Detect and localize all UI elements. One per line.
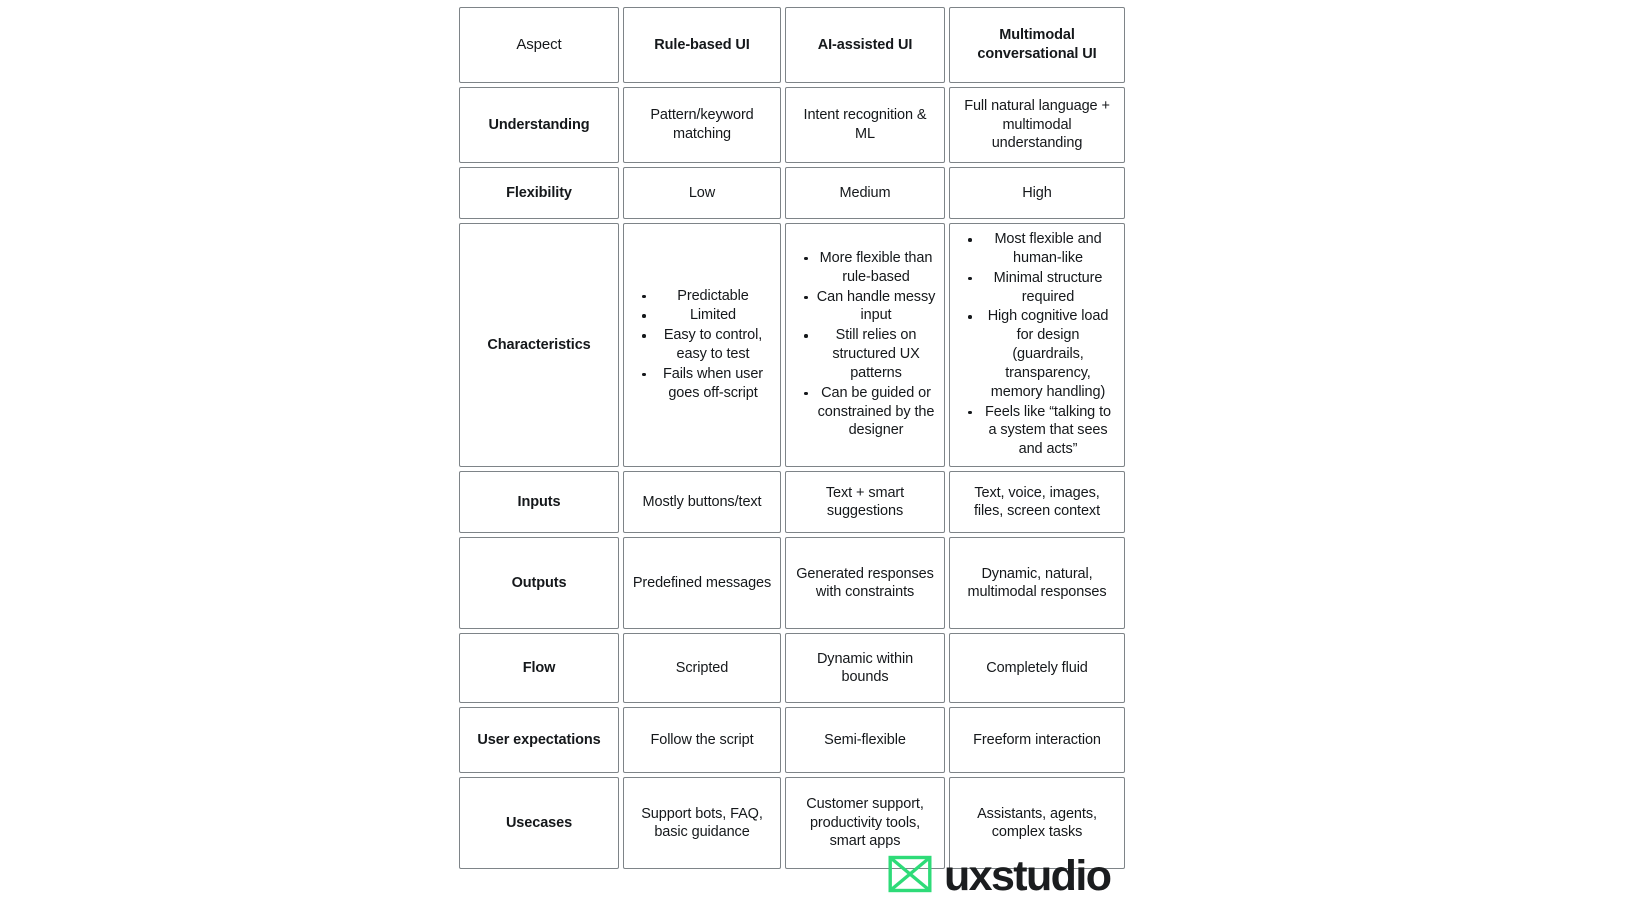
cell-flexibility-ai: Medium <box>785 167 945 219</box>
bullet-item: Most flexible and human-like <box>980 230 1116 268</box>
cell-inputs-rule: Mostly buttons/text <box>623 471 781 533</box>
table-header-row <box>459 7 1125 83</box>
column-header-rule-based-ui: Rule-based UI <box>623 7 781 83</box>
row-label-flexibility: Flexibility <box>459 167 619 219</box>
comparison-table-container <box>455 3 1115 873</box>
bullet-item: Easy to control, easy to test <box>654 326 772 364</box>
bullet-item: Minimal structure required <box>980 269 1116 307</box>
table-row <box>459 537 1125 629</box>
table-row <box>459 223 1125 467</box>
cell-understanding-rule: Pattern/keyword matching <box>623 87 781 163</box>
uxstudio-logo <box>888 852 1110 901</box>
cell-characteristics-ai <box>785 223 945 467</box>
cell-outputs-rule: Predefined messages <box>623 537 781 629</box>
cell-inputs-multi: Text, voice, images, files, screen context <box>949 471 1125 533</box>
row-label-user-expectations: User expectations <box>459 707 619 773</box>
row-label-flow: Flow <box>459 633 619 703</box>
cell-flexibility-multi: High <box>949 167 1125 219</box>
row-label-understanding: Understanding <box>459 87 619 163</box>
cell-outputs-multi: Dynamic, natural, multimodal responses <box>949 537 1125 629</box>
bullet-item: Can be guided or constrained by the designer <box>817 384 935 439</box>
cell-understanding-multi: Full natural language + multimodal understanding <box>949 87 1125 163</box>
cell-inputs-ai: Text + smart suggestions <box>785 471 945 533</box>
table-row <box>459 707 1125 773</box>
bullet-item: Feels like “talking to a system that sees and acts” <box>980 403 1116 460</box>
column-header-ai-assisted-ui: AI-assisted UI <box>785 7 945 83</box>
table-row <box>459 633 1125 703</box>
bullet-item: Limited <box>654 306 772 325</box>
cell-usecases-rule: Support bots, FAQ, basic guidance <box>623 777 781 869</box>
table-row <box>459 471 1125 533</box>
uxstudio-wordmark: uxstudio <box>944 852 1111 900</box>
cell-characteristics-multi <box>949 223 1125 467</box>
comparison-table <box>455 3 1129 873</box>
bullet-list <box>632 287 772 403</box>
row-label-usecases: Usecases <box>459 777 619 869</box>
table-row <box>459 167 1125 219</box>
cell-usecases-ai: Customer support, productivity tools, smart apps <box>785 777 945 869</box>
cell-flow-multi: Completely fluid <box>949 633 1125 703</box>
row-label-outputs: Outputs <box>459 537 619 629</box>
bullet-item: Still relies on structured UX patterns <box>816 326 936 383</box>
cell-usecases-multi: Assistants, agents, complex tasks <box>949 777 1125 869</box>
cell-flow-rule: Scripted <box>623 633 781 703</box>
cell-flexibility-rule: Low <box>623 167 781 219</box>
table-row <box>459 87 1125 163</box>
uxstudio-bowtie-icon <box>888 852 932 901</box>
column-header-multimodal-conversational-ui: Multimodal conversational UI <box>949 7 1125 83</box>
bullet-list <box>794 249 936 440</box>
bullet-item: Predictable <box>654 287 772 306</box>
cell-userexp-multi: Freeform interaction <box>949 707 1125 773</box>
bullet-list <box>958 230 1116 459</box>
bullet-item: High cognitive load for design (guardrails, transparency, memory handling) <box>980 307 1116 401</box>
cell-outputs-ai: Generated responses with constraints <box>785 537 945 629</box>
bullet-item: More flexible than rule-based <box>816 249 936 287</box>
bullet-item: Can handle messy input <box>816 288 936 324</box>
column-header-aspect: Aspect <box>459 7 619 83</box>
row-label-inputs: Inputs <box>459 471 619 533</box>
cell-userexp-rule: Follow the script <box>623 707 781 773</box>
bullet-item: Fails when user goes off-script <box>654 365 772 403</box>
cell-understanding-ai: Intent recognition & ML <box>785 87 945 163</box>
cell-characteristics-rule <box>623 223 781 467</box>
cell-flow-ai: Dynamic within bounds <box>785 633 945 703</box>
row-label-characteristics: Characteristics <box>459 223 619 467</box>
cell-userexp-ai: Semi-flexible <box>785 707 945 773</box>
